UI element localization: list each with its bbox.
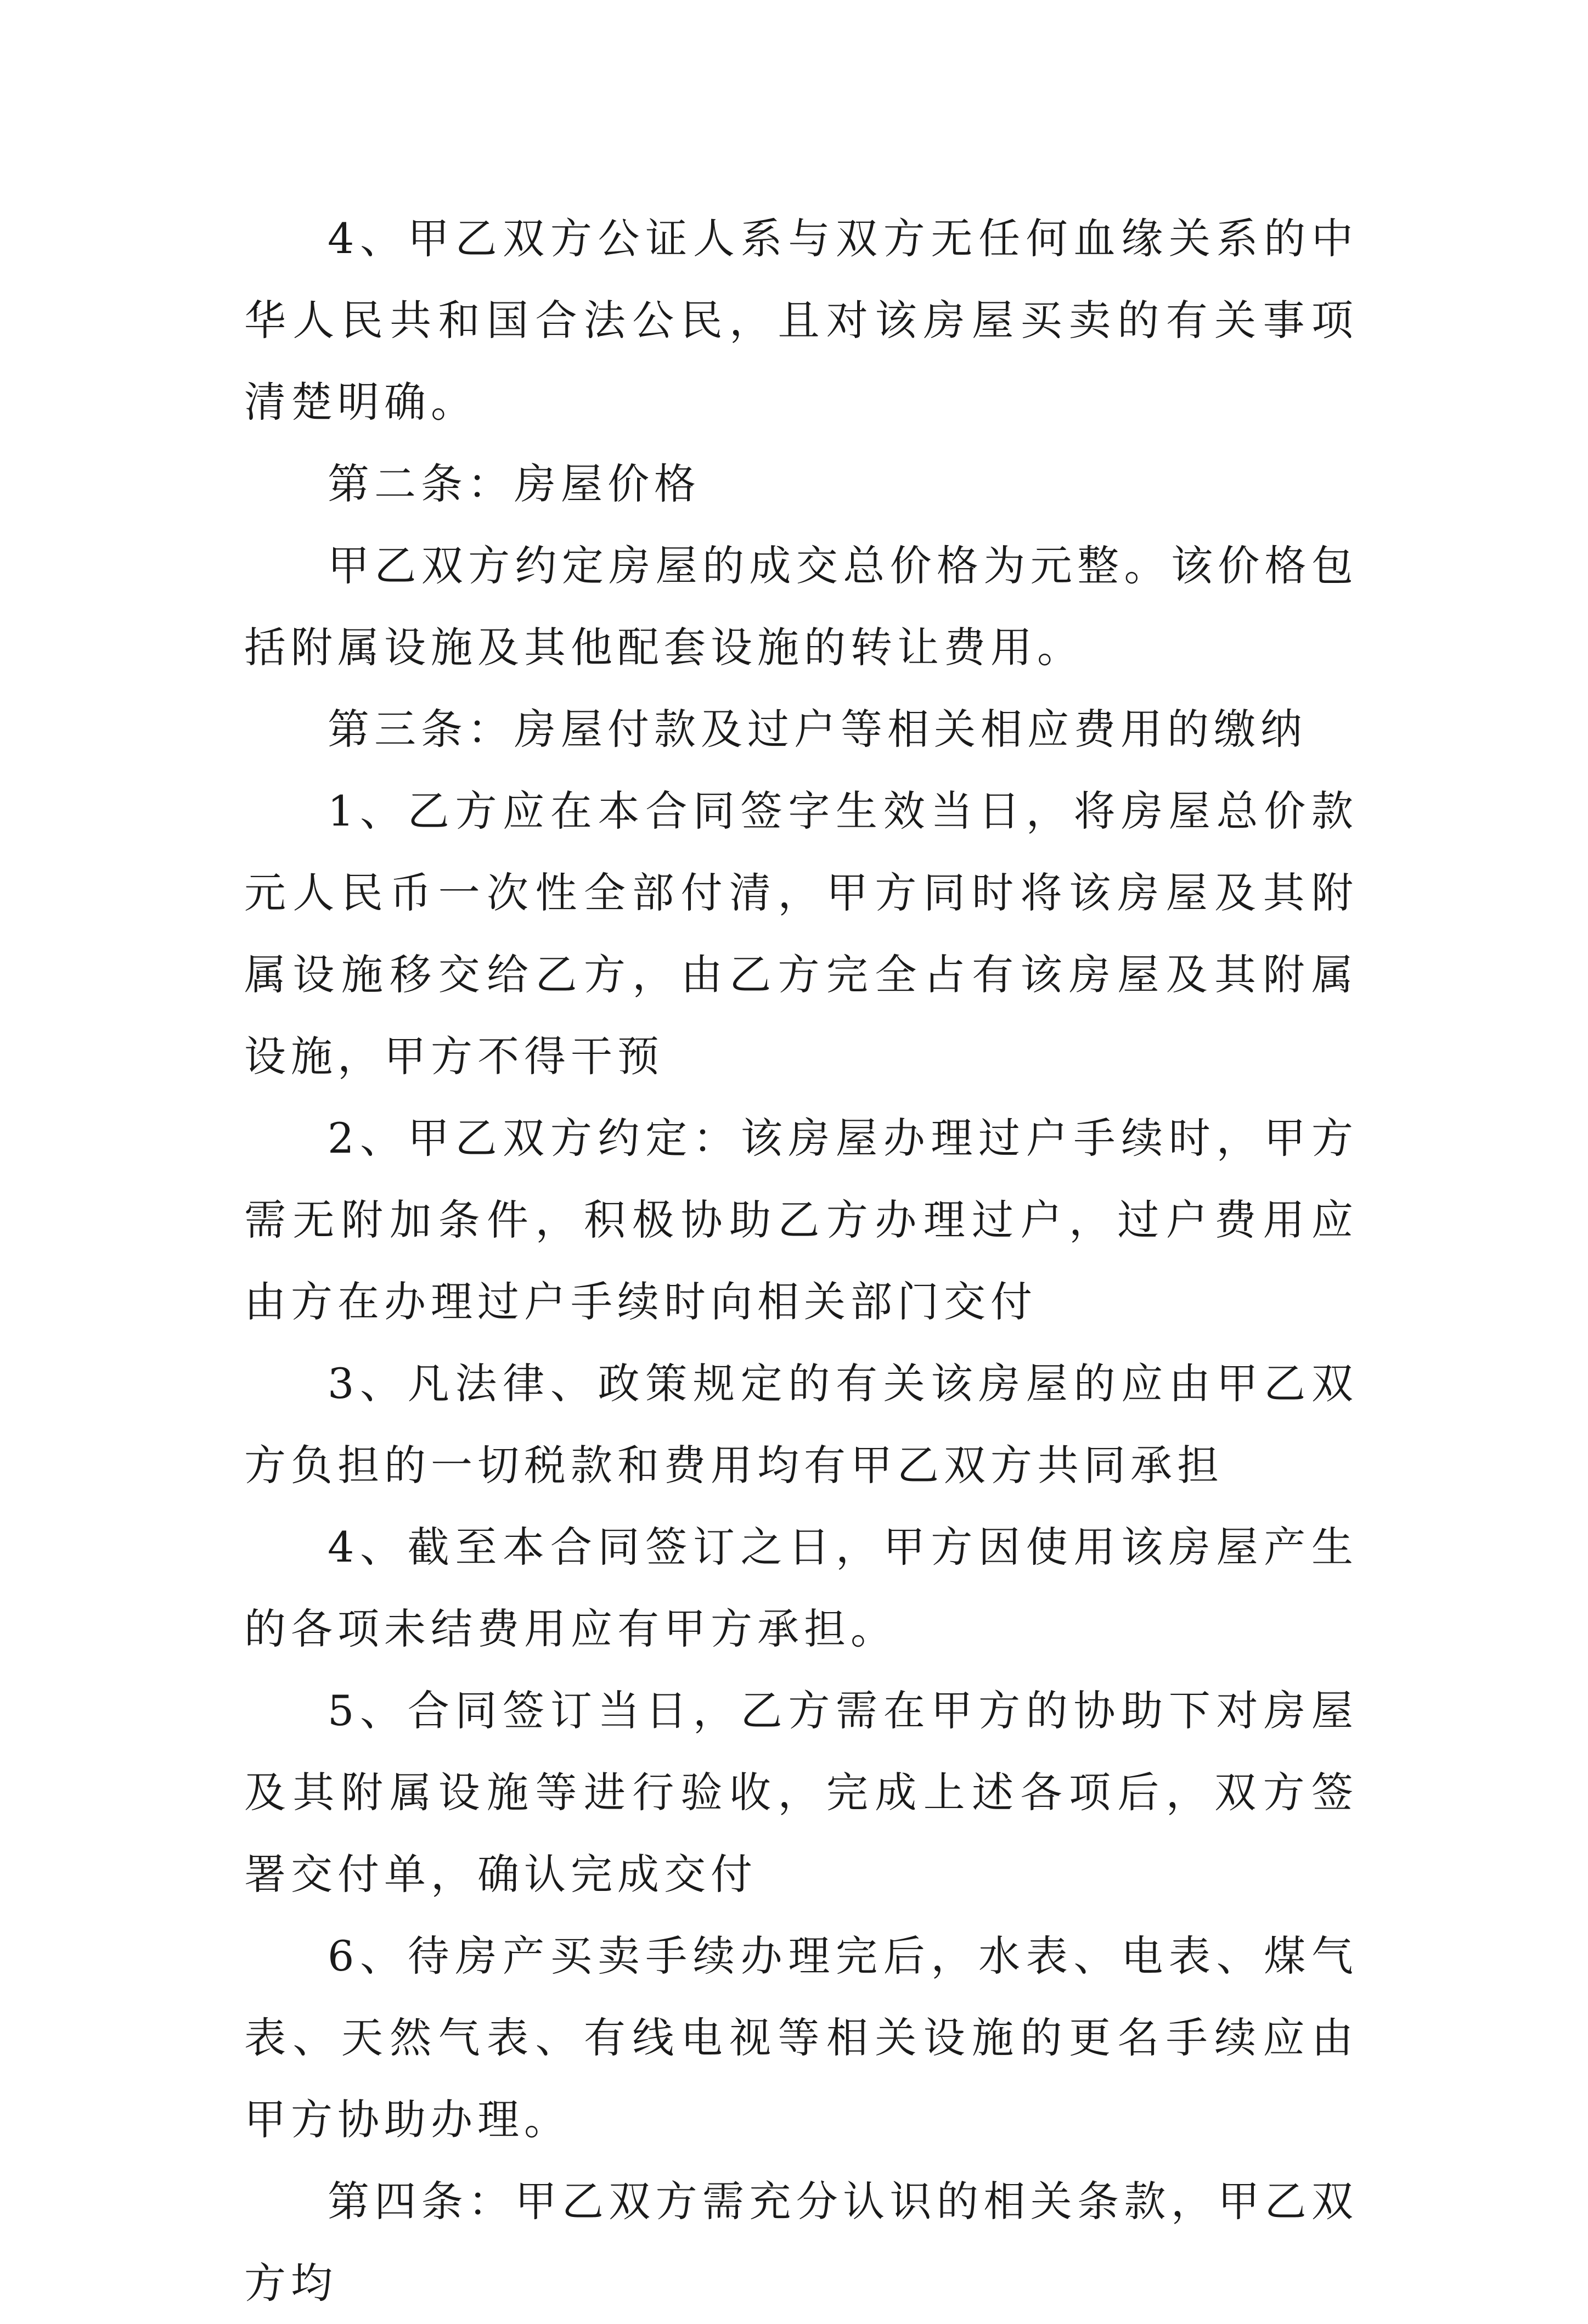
section-heading-article-4: 第四条：甲乙双方需充分认识的相关条款，甲乙双方均	[244, 2177, 1358, 2308]
paragraph-payment-6: 6、待房产买卖手续办理完后，水表、电表、煤气表、天然气表、有线电视等相关设施的更名手续应由甲方协助办理。	[244, 1932, 1358, 2144]
section-heading-article-3: 第三条：房屋付款及过户等相关相应费用的缴纳	[328, 705, 1307, 754]
paragraph-payment-4: 4、截至本合同签订之日，甲方因使用该房屋产生的各项未结费用应有甲方承担。	[244, 1523, 1358, 1653]
paragraph-price: 甲乙双方约定房屋的成交总价格为元整。该价格包括附属设施及其他配套设施的转让费用。	[244, 541, 1358, 672]
paragraph-payment-1: 1、乙方应在本合同签字生效当日，将房屋总价款元人民币一次性全部付清，甲方同时将该房屋及其附属设施移交给乙方，由乙方完全占有该房屋及其附属设施，甲方不得干预	[244, 787, 1358, 1081]
paragraph-clause-4-witness: 4、甲乙双方公证人系与双方无任何血缘关系的中华人民共和国合法公民，且对该房屋买卖的有关事项清楚明确。	[244, 214, 1358, 426]
document-body	[244, 198, 1358, 2324]
section-heading-article-2: 第二条：房屋价格	[328, 459, 701, 508]
paragraph-payment-2: 2、甲乙双方约定：该房屋办理过户手续时，甲方需无附加条件，积极协助乙方办理过户，过户费用应由方在办理过户手续时向相关部门交付	[244, 1114, 1358, 1326]
paragraph-payment-3: 3、凡法律、政策规定的有关该房屋的应由甲乙双方负担的一切税款和费用均有甲乙双方共同承担	[244, 1359, 1358, 1490]
paragraph-payment-5: 5、合同签订当日，乙方需在甲方的协助下对房屋及其附属设施等进行验收，完成上述各项后，双方签署交付单，确认完成交付	[244, 1686, 1358, 1899]
